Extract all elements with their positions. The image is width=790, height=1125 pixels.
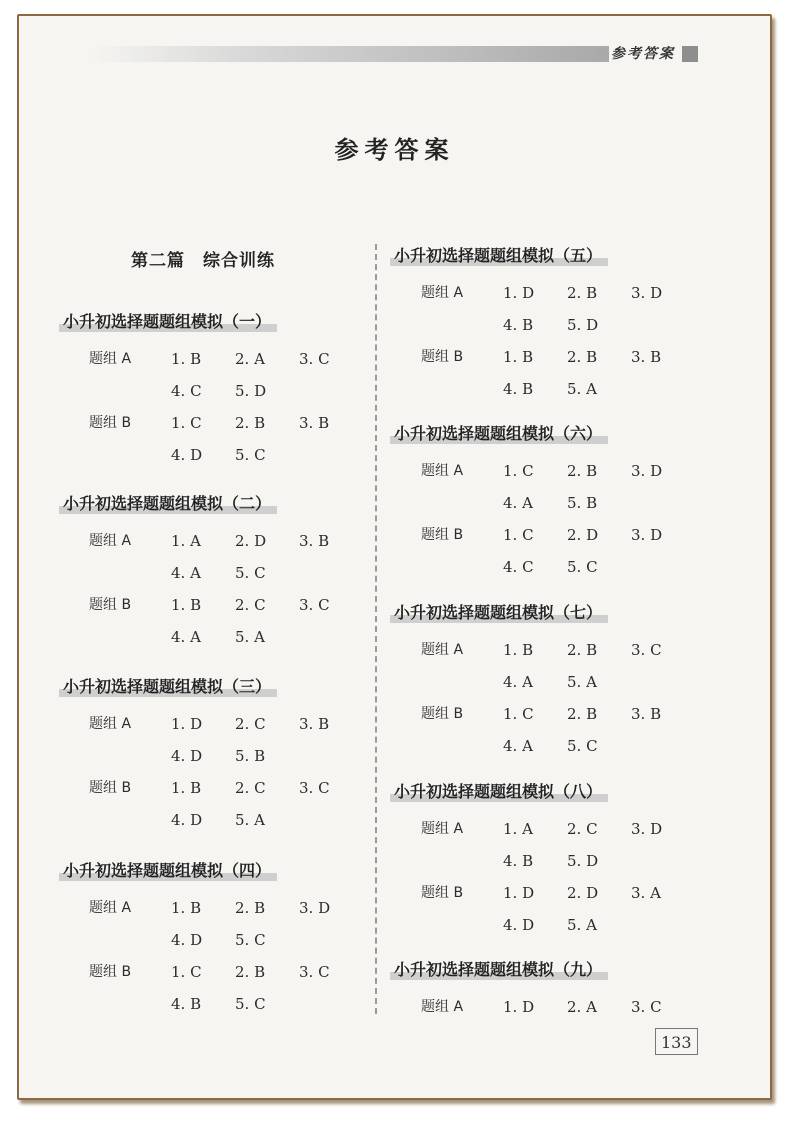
answer-item: 1. C xyxy=(503,526,534,544)
group-label: 题组 A xyxy=(421,285,464,301)
answer-item: 1. C xyxy=(171,414,202,432)
answer-item: 5. C xyxy=(235,931,266,949)
answer-item: 2. A xyxy=(235,350,265,368)
section-title-text: 小升初选择题题组模拟（一） xyxy=(63,312,272,331)
answer-item: 2. B xyxy=(235,414,266,432)
answer-item: 2. A xyxy=(567,998,597,1016)
group-label: 题组 B xyxy=(421,349,464,365)
answer-item: 5. C xyxy=(567,558,598,576)
answer-item: 1. C xyxy=(171,963,202,981)
answer-item: 4. A xyxy=(503,737,533,755)
answer-item: 3. C xyxy=(631,998,662,1016)
answer-item: 1. B xyxy=(171,779,202,797)
answer-item: 4. B xyxy=(503,316,534,334)
answer-item: 2. C xyxy=(235,715,266,733)
answer-item: 5. B xyxy=(567,494,598,512)
answer-item: 1. B xyxy=(503,641,534,659)
section-title xyxy=(394,960,602,980)
group-label: 题组 A xyxy=(89,533,132,549)
answer-item: 5. A xyxy=(235,811,265,829)
answer-item: 5. C xyxy=(235,446,266,464)
section-title xyxy=(63,677,271,697)
group-label: 题组 B xyxy=(421,706,464,722)
answer-item: 5. A xyxy=(567,380,597,398)
answer-item: 4. A xyxy=(503,673,533,691)
answer-item: 3. B xyxy=(299,715,330,733)
answer-item: 2. D xyxy=(567,526,599,544)
answer-item: 1. B xyxy=(503,348,534,366)
answer-item: 5. C xyxy=(567,737,598,755)
column-divider xyxy=(375,244,377,1014)
answer-item: 1. D xyxy=(171,715,203,733)
group-label: 题组 A xyxy=(89,900,132,916)
answer-item: 3. C xyxy=(631,641,662,659)
answer-item: 3. C xyxy=(299,350,330,368)
answer-item: 4. B xyxy=(503,380,534,398)
answer-item: 5. C xyxy=(235,995,266,1013)
answer-item: 1. D xyxy=(503,884,535,902)
answer-item: 5. A xyxy=(567,673,597,691)
section-title-text: 小升初选择题题组模拟（七） xyxy=(394,603,603,622)
answer-item: 4. C xyxy=(171,382,202,400)
answer-item: 3. B xyxy=(631,348,662,366)
answer-item: 5. D xyxy=(235,382,267,400)
answer-item: 1. B xyxy=(171,350,202,368)
part-title: 第二篇 综合训练 xyxy=(131,251,275,271)
group-label: 题组 A xyxy=(421,463,464,479)
answer-item: 2. C xyxy=(235,596,266,614)
answer-item: 4. D xyxy=(171,446,203,464)
group-label: 题组 B xyxy=(89,964,132,980)
answer-item: 4. C xyxy=(503,558,534,576)
page-number: 133 xyxy=(661,1033,692,1052)
answer-item: 1. C xyxy=(503,705,534,723)
answer-item: 2. D xyxy=(567,884,599,902)
section-title xyxy=(63,494,271,514)
header-bar xyxy=(89,46,609,62)
answer-item: 2. C xyxy=(235,779,266,797)
answer-item: 5. B xyxy=(235,747,266,765)
answer-item: 5. A xyxy=(567,916,597,934)
section-title-text: 小升初选择题题组模拟（八） xyxy=(394,782,603,801)
answer-item: 1. C xyxy=(503,462,534,480)
answer-item: 4. A xyxy=(503,494,533,512)
answer-item: 5. C xyxy=(235,564,266,582)
running-header: 参考答案 xyxy=(611,46,675,62)
answer-item: 4. B xyxy=(171,995,202,1013)
section-title xyxy=(394,603,602,623)
answer-item: 2. B xyxy=(235,963,266,981)
group-label: 题组 A xyxy=(421,642,464,658)
answer-item: 2. B xyxy=(567,284,598,302)
section-title xyxy=(394,782,602,802)
section-title xyxy=(394,246,602,266)
answer-item: 2. B xyxy=(567,705,598,723)
answer-item: 3. D xyxy=(631,284,663,302)
answer-item: 2. B xyxy=(567,641,598,659)
answer-item: 4. B xyxy=(503,852,534,870)
answer-item: 3. D xyxy=(631,462,663,480)
answer-item: 3. A xyxy=(631,884,661,902)
section-title xyxy=(394,424,602,444)
header-square xyxy=(682,46,698,62)
answer-item: 1. B xyxy=(171,899,202,917)
answer-item: 4. A xyxy=(171,628,201,646)
answer-item: 5. A xyxy=(235,628,265,646)
section-title-text: 小升初选择题题组模拟（三） xyxy=(63,677,272,696)
answer-item: 1. A xyxy=(503,820,533,838)
answer-item: 3. C xyxy=(299,963,330,981)
section-title-text: 小升初选择题题组模拟（四） xyxy=(63,861,272,880)
answer-item: 2. B xyxy=(567,348,598,366)
section-title xyxy=(63,861,271,881)
group-label: 题组 B xyxy=(89,780,132,796)
answer-item: 3. C xyxy=(299,779,330,797)
group-label: 题组 A xyxy=(89,351,132,367)
answer-item: 4. D xyxy=(503,916,535,934)
answer-item: 1. B xyxy=(171,596,202,614)
section-title-text: 小升初选择题题组模拟（六） xyxy=(394,424,603,443)
page-title: 参考答案 xyxy=(334,135,455,164)
answer-item: 2. C xyxy=(567,820,598,838)
group-label: 题组 B xyxy=(89,597,132,613)
answer-item: 5. D xyxy=(567,852,599,870)
section-title-text: 小升初选择题题组模拟（五） xyxy=(394,246,603,265)
group-label: 题组 B xyxy=(89,415,132,431)
group-label: 题组 A xyxy=(421,821,464,837)
answer-item: 3. B xyxy=(299,532,330,550)
answer-item: 3. D xyxy=(631,820,663,838)
answer-item: 5. D xyxy=(567,316,599,334)
answer-item: 3. B xyxy=(299,414,330,432)
answer-item: 2. B xyxy=(235,899,266,917)
group-label: 题组 B xyxy=(421,527,464,543)
answer-item: 4. A xyxy=(171,564,201,582)
answer-item: 3. C xyxy=(299,596,330,614)
section-title-text: 小升初选择题题组模拟（九） xyxy=(394,960,603,979)
group-label: 题组 B xyxy=(421,885,464,901)
group-label: 题组 A xyxy=(421,999,464,1015)
answer-item: 1. A xyxy=(171,532,201,550)
answer-item: 3. D xyxy=(299,899,331,917)
answer-item: 1. D xyxy=(503,284,535,302)
section-title xyxy=(63,312,271,332)
answer-item: 4. D xyxy=(171,931,203,949)
answer-item: 4. D xyxy=(171,811,203,829)
group-label: 题组 A xyxy=(89,716,132,732)
answer-item: 2. B xyxy=(567,462,598,480)
answer-item: 2. D xyxy=(235,532,267,550)
section-title-text: 小升初选择题题组模拟（二） xyxy=(63,494,272,513)
answer-item: 3. D xyxy=(631,526,663,544)
answer-item: 3. B xyxy=(631,705,662,723)
answer-item: 4. D xyxy=(171,747,203,765)
answer-item: 1. D xyxy=(503,998,535,1016)
book-page xyxy=(17,14,772,1100)
